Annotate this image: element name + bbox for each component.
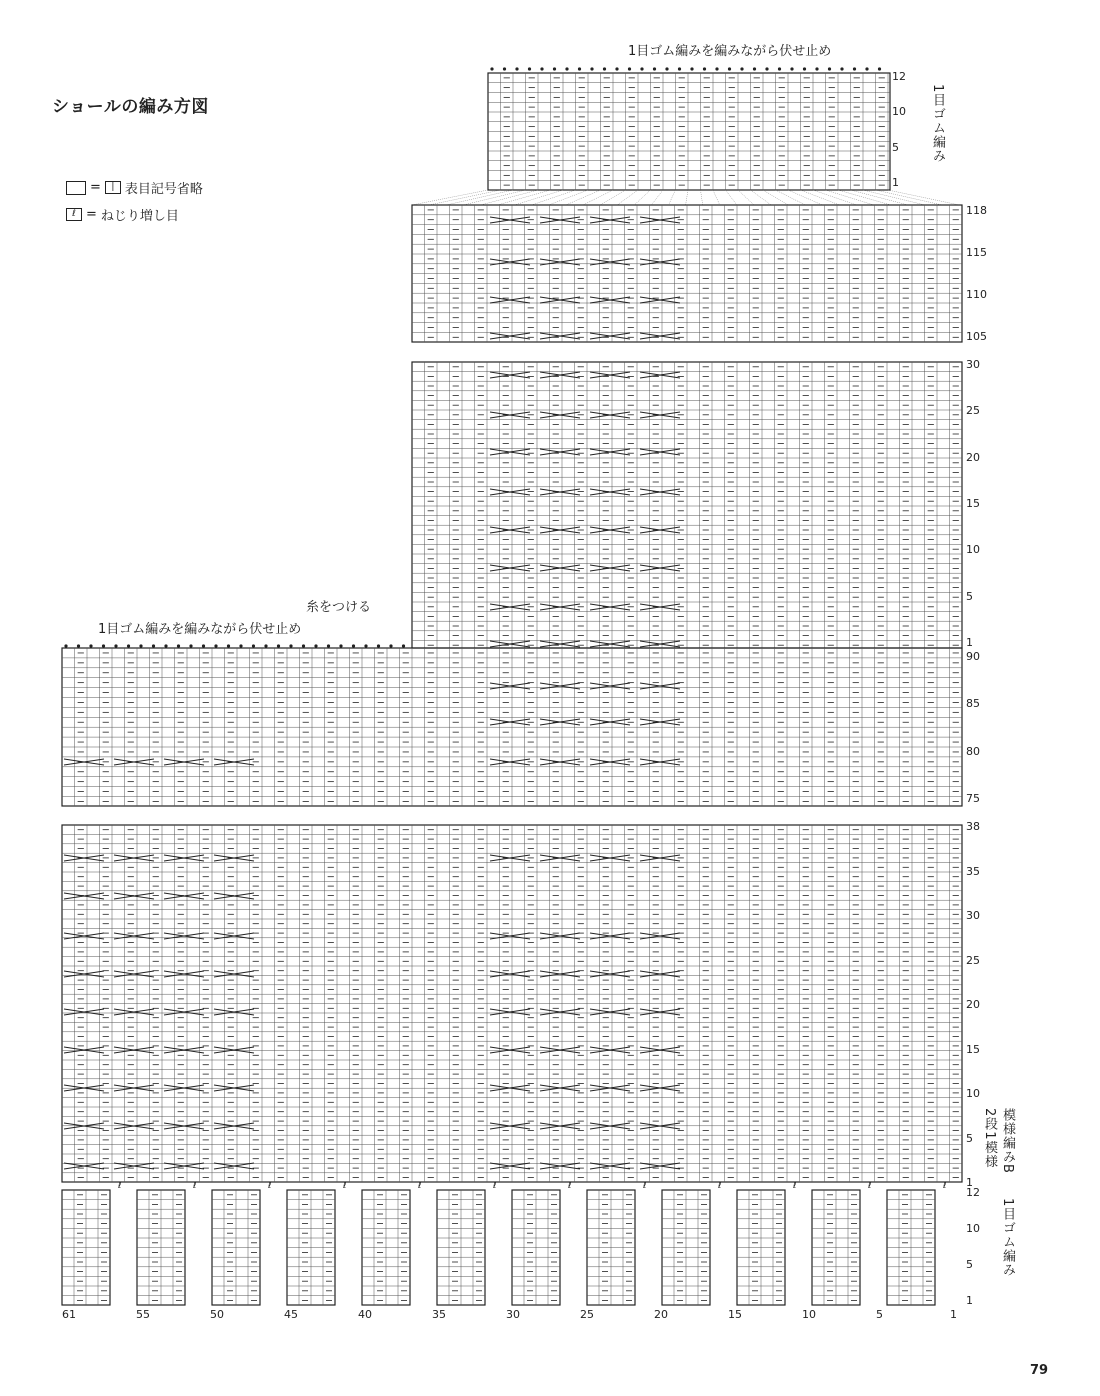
lower-row-label: 20 — [966, 998, 980, 1011]
bottom-rib-column — [662, 1190, 710, 1305]
middle-row-label: 20 — [966, 450, 980, 464]
transition-line — [726, 190, 737, 205]
transition-line — [651, 190, 663, 205]
bind-off-dot — [490, 67, 493, 70]
bottom-rib-column — [437, 1190, 485, 1305]
bottom-rib-row-label: 12 — [966, 1186, 980, 1199]
twist-increase-icon: ℓ — [868, 1181, 872, 1190]
twist-increase-icon: ℓ — [718, 1181, 722, 1190]
transition-line — [701, 190, 703, 205]
top-rib-grid — [488, 73, 890, 190]
middle-row-label: 1 — [966, 636, 973, 649]
middle-cables — [490, 372, 680, 647]
transition-line — [549, 190, 588, 205]
column-label: 5 — [876, 1308, 883, 1321]
bind-off-dot — [703, 67, 706, 70]
bind-off-dot — [127, 644, 130, 647]
bind-off-dot — [364, 644, 367, 647]
bottom-rib-column — [212, 1190, 260, 1305]
twist-increase-icon: ℓ — [568, 1181, 572, 1190]
bottom-rib-column — [287, 1190, 335, 1305]
transition-line — [876, 190, 943, 205]
transition-line — [788, 190, 822, 205]
bind-off-dot — [640, 67, 643, 70]
transition-line — [566, 190, 601, 205]
bind-off-dot — [540, 67, 543, 70]
column-label: 15 — [728, 1308, 742, 1321]
transition-line — [801, 190, 840, 205]
bind-off-dot — [790, 67, 793, 70]
pattern-b-label: 模様編みB — [1000, 1108, 1015, 1174]
joint-row-label: 90 — [966, 650, 980, 663]
bottom-rib-column — [587, 1190, 635, 1305]
bind-off-dot — [803, 67, 806, 70]
bind-off-dot — [289, 644, 292, 647]
repeat-label: 2段1模様 — [982, 1108, 997, 1169]
twist-increase-icon: ℓ — [118, 1181, 122, 1190]
knit-stitch-icon: | — [105, 181, 121, 194]
twist-increase-icon: ℓ — [493, 1181, 497, 1190]
bind-off-dot — [603, 67, 606, 70]
bind-off-dot — [740, 67, 743, 70]
lower-row-label: 35 — [966, 864, 980, 878]
transition-line — [600, 190, 625, 205]
bind-off-note-top: 1目ゴム編みを編みながら伏せ止め — [628, 44, 832, 59]
bind-off-dot — [715, 67, 718, 70]
lower-row-label: 15 — [966, 1042, 980, 1056]
bind-off-dot — [840, 67, 843, 70]
bind-off-note-left: 1目ゴム編みを編みながら伏せ止め — [98, 622, 302, 637]
bind-off-dot — [114, 644, 117, 647]
bind-off-dot — [615, 67, 618, 70]
bottom-rib-row-label: 1 — [966, 1294, 973, 1307]
bind-off-dot — [402, 644, 405, 647]
bind-off-dot — [628, 67, 631, 70]
bind-off-dot — [865, 67, 868, 70]
transition-line — [634, 190, 650, 205]
bind-off-dot — [227, 644, 230, 647]
bind-off-dot — [314, 644, 317, 647]
rib-label-top: 1目ゴム編み — [930, 84, 945, 164]
bottom-rib-column — [362, 1190, 410, 1305]
transition-line — [838, 190, 891, 205]
top-rib-row-label: 5 — [892, 140, 899, 154]
bind-off-dot — [678, 67, 681, 70]
bind-off-dot — [377, 644, 380, 647]
transition-line — [669, 190, 676, 205]
bind-off-dot — [152, 644, 155, 647]
bind-off-dot — [389, 644, 392, 647]
legend-eq: = — [86, 207, 97, 222]
bind-off-dot — [828, 67, 831, 70]
legend-text: 表目記号省略 — [124, 182, 203, 197]
lower-right-cables — [490, 855, 680, 1169]
transition-line — [429, 190, 500, 205]
twist-increase-icon: ℓ — [193, 1181, 197, 1190]
bind-off-dot — [89, 644, 92, 647]
legend-eq: = — [90, 180, 101, 195]
lower-row-label: 5 — [966, 1131, 973, 1145]
transition-line — [583, 190, 613, 205]
column-label: 25 — [580, 1308, 594, 1321]
transition-line — [751, 190, 772, 205]
bind-off-dot — [665, 67, 668, 70]
column-label: 1 — [950, 1308, 957, 1321]
bind-off-dot — [302, 644, 305, 647]
bind-off-dot — [565, 67, 568, 70]
bind-off-dot — [653, 67, 656, 70]
top-rib-row-label: 1 — [892, 176, 899, 189]
upper-row-label: 110 — [966, 288, 987, 301]
bind-off-dot — [327, 644, 330, 647]
bind-off-dot — [528, 67, 531, 70]
upper-cables — [490, 217, 680, 339]
twist-increase-icon: ℓ — [793, 1181, 797, 1190]
bind-off-dot — [102, 644, 105, 647]
twist-increase-icon: ℓ — [66, 208, 82, 221]
transition-line — [463, 190, 525, 205]
transition-line — [617, 190, 638, 205]
column-label: 55 — [136, 1308, 150, 1321]
bind-off-dot — [590, 67, 593, 70]
lower-row-label: 25 — [966, 953, 980, 967]
upper-row-label: 115 — [966, 246, 987, 259]
bind-off-dot — [578, 67, 581, 70]
joint-grid — [62, 648, 962, 806]
bind-off-dot — [164, 644, 167, 647]
transition-line — [863, 190, 925, 205]
transition-line — [738, 190, 754, 205]
bind-off-dot — [352, 644, 355, 647]
bind-off-dot — [815, 67, 818, 70]
lower-row-label: 30 — [966, 909, 980, 922]
rib-label-bottom: 1目ゴム編み — [1000, 1198, 1015, 1278]
column-label: 40 — [358, 1308, 372, 1321]
column-label: 35 — [432, 1308, 446, 1321]
lower-row-label: 38 — [966, 820, 980, 833]
lower-left-cables — [64, 855, 254, 1169]
bind-off-dot — [64, 644, 67, 647]
joint-row-label: 85 — [966, 697, 980, 711]
middle-row-label: 5 — [966, 589, 973, 603]
bottom-rib-column — [137, 1190, 185, 1305]
joint-row-label: 80 — [966, 744, 980, 758]
column-label: 30 — [506, 1308, 520, 1321]
middle-row-label: 25 — [966, 404, 980, 418]
column-label: 50 — [210, 1308, 224, 1321]
bind-off-dot — [239, 644, 242, 647]
bind-off-dot — [853, 67, 856, 70]
bind-off-dot — [202, 644, 205, 647]
bind-off-dot — [177, 644, 180, 647]
twist-increase-icon: ℓ — [343, 1181, 347, 1190]
bottom-rib-column — [62, 1190, 110, 1305]
upper-row-label: 118 — [966, 204, 987, 217]
bottom-rib-row-label: 10 — [966, 1222, 980, 1235]
top-rib-row-label: 12 — [892, 70, 906, 83]
twist-increase-icon: ℓ — [643, 1181, 647, 1190]
column-label: 10 — [802, 1308, 816, 1321]
lower-row-label: 10 — [966, 1087, 980, 1100]
bind-off-dot — [515, 67, 518, 70]
lower-row-label: 1 — [966, 1176, 973, 1189]
upper-row-label: 105 — [966, 330, 987, 343]
upper-body-grid — [412, 205, 962, 342]
attach-yarn-note: 糸をつける — [306, 600, 372, 615]
bottom-rib-column — [512, 1190, 560, 1305]
middle-row-label: 30 — [966, 358, 980, 371]
transition-line — [412, 190, 488, 205]
transition-line — [480, 190, 538, 205]
bind-off-dot — [77, 644, 80, 647]
bind-off-dot — [690, 67, 693, 70]
twist-increase-icon: ℓ — [418, 1181, 422, 1190]
bind-off-dot — [214, 644, 217, 647]
bind-off-dot — [252, 644, 255, 647]
bind-off-dot — [277, 644, 280, 647]
twist-increase-icon: ℓ — [268, 1181, 272, 1190]
transition-line — [776, 190, 806, 205]
joint-left-cables — [64, 759, 254, 765]
top-rib-row-label: 10 — [892, 105, 906, 119]
column-label: 61 — [62, 1308, 76, 1321]
legend-text: ねじり増し目 — [100, 209, 179, 224]
transition-line — [498, 190, 551, 205]
bind-off-dot — [753, 67, 756, 70]
transition-line — [888, 190, 959, 205]
bind-off-dot — [878, 67, 881, 70]
bottom-rib-row-label: 5 — [966, 1258, 973, 1271]
bind-off-dot — [339, 644, 342, 647]
bind-off-dot — [728, 67, 731, 70]
bind-off-dot — [139, 644, 142, 647]
middle-row-label: 15 — [966, 497, 980, 510]
transition-line — [851, 190, 908, 205]
transition-line — [763, 190, 788, 205]
bottom-rib-column — [812, 1190, 860, 1305]
joint-row-label: 75 — [966, 792, 980, 805]
middle-row-label: 10 — [966, 543, 980, 557]
column-label: 20 — [654, 1308, 668, 1321]
bind-off-dot — [264, 644, 267, 647]
bind-off-dot — [778, 67, 781, 70]
bind-off-dot — [553, 67, 556, 70]
page-title: ショールの編み方図 — [52, 97, 209, 117]
bind-off-dot — [503, 67, 506, 70]
twist-increase-icon: ℓ — [943, 1181, 947, 1190]
bind-off-dot — [189, 644, 192, 647]
bottom-rib-column — [737, 1190, 785, 1305]
joint-right-cables — [490, 683, 680, 765]
transition-line — [713, 190, 720, 205]
transition-line — [446, 190, 513, 205]
transition-line — [686, 190, 688, 205]
page-number: 79 — [1030, 1363, 1049, 1378]
column-label: 45 — [284, 1308, 298, 1321]
bind-off-dot — [765, 67, 768, 70]
bottom-rib-column — [887, 1190, 935, 1305]
